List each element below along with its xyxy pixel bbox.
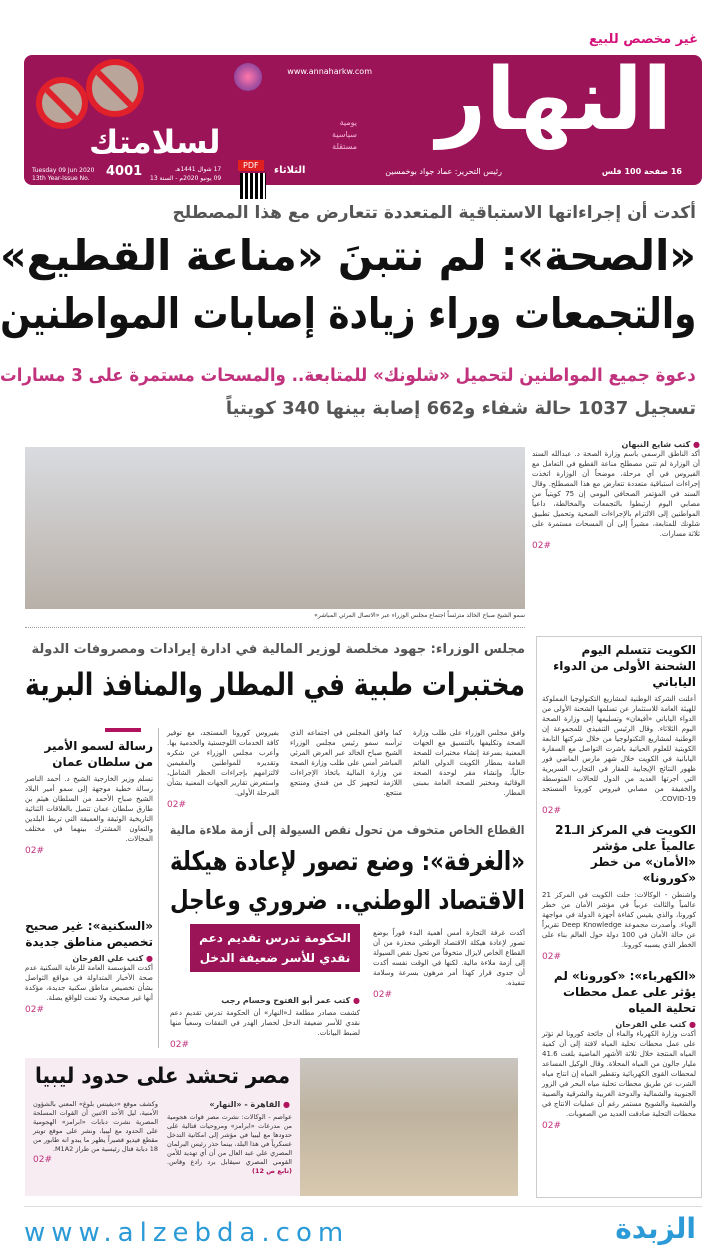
lead-more-link[interactable]: 02# [532, 541, 551, 551]
egypt-continue-link[interactable]: (تابع ص 12) [251, 1167, 292, 1175]
side-article-safety [542, 822, 696, 962]
chamber-side-text: كشفت مصادر مطلعة لـ«النهار» أن الحكومة تدرس تقديم دعم نقدي للأسر ضعيفة الدخل لحصار الهدر في النفقات وسعياً منها لضبط البيانات. [170, 1009, 360, 1037]
housing-byline: ● كتب علي الفرحان [25, 954, 153, 963]
lead-stats: تسجيل 1037 حالة شفاء و662 إصابة بينها 340 كويتياً [225, 398, 696, 419]
oman-headline[interactable]: رسالة لسمو الأمير من سلطان عمان [44, 739, 153, 769]
housing-article [25, 918, 153, 1015]
cabinet-col-3-text: بفيروس كورونا المستجد، مع توفير كافة الخدمات اللوجستية والخدمية بها. وأعرب مجلس الوزراء عن شكره وتقديره للمواطنين والمقيمين لالتزامهم بإجراءات الحظر الشامل، واستعرض تقارير الجهات المعنية بشأن المرحلة الأولى. [167, 729, 279, 797]
egypt-body-2-text: وكشف موقع «ديفينس بلوغ» المعني بالشؤون الأمنية، ليل الأحد الاثنين أن القوات المسلحة المصرية نشرت دبابات «ابرامز» الهجومية على الحدود مع ليبيا، ونشر على موقع تويتر مقطع فيديو قصيراً يظهر ما يبدو انه طابور من 18 دبابة قتال رئيسية من طراز M1A2. [33, 1100, 158, 1153]
cabinet-headline[interactable]: مختبرات طبية في المطار والمنافذ البرية [24, 667, 525, 703]
no-handshake-icon [86, 59, 144, 117]
tanks-photo [300, 1058, 518, 1196]
egypt-body-1 [167, 1113, 292, 1176]
egypt-body-1-text: عواصم - الوكالات: نشرت مصر قوات هجومية من مدرعات «ابرامز» ومروحيات قتالية على حدودها مع ليبيا في مؤشر إلى امكانية التدخل عسكرياً في هذا البلد، بينما حذر رئيس البرلمان المصري علي عبد العال من أن أي تهديد للأمن القومي المصري سيقابل برد رادع وقاس. [167, 1113, 292, 1166]
side-more-safety[interactable]: 02# [542, 952, 561, 962]
chamber-side-body [170, 1008, 360, 1050]
lead-article [532, 440, 700, 551]
lead-body: أكد الناطق الرسمي باسم وزارة الصحة د. عبدالله السند أن الوزارة لم تتبن مصطلح مناعة القطيع في التعامل مع الفيروس في أي مرحلة، موضحاً أن الوزارة اتخذت إجراءات استباقية متعددة تتعارض مع هذا المصطلح. وقال السند في المؤتمر الصحافي اليومي إن 75 كويتياً من مصابي اليوم ارتبطوا بالتجمعات والمخالطة، داعياً المواطنين إلى الالتزام بالإجراءات الصحية وتحميل تطبيق شلونك للمتابعة، مشيراً إلى أن المسحات مستمرة على ثلاثة مسارات. [532, 450, 700, 538]
footer-brand-logo: الزبدة [615, 1212, 696, 1245]
emblem-icon [234, 63, 262, 91]
cabinet-col-1: وافق مجلس الوزراء على طلب وزارة الصحة وتكليفها بالتنسيق مع الجهات المعنية بسرعة إنشاء مختبرات للصحة العامة بمطار الكويت الدولي القائم حالياً، وإنشاء مقر لوحدة الصحة الوقائية ومختبر للصحة العامة بمبنى المطار. [413, 729, 525, 797]
chamber-headline-1[interactable]: «الغرفة»: وضع تصور لإعادة هيكلة [170, 847, 525, 877]
day-name: الثلاثاء [274, 165, 306, 176]
oman-more-link[interactable]: 02# [25, 846, 44, 856]
cabinet-col-2: كما وافق المجلس في اجتماعه الذي ترأسه سمو رئيس مجلس الوزراء الشيخ صباح الخالد عبر العرض المرئي المباشر أمس على طلب وزارة الصحة من وزارة المالية باتخاذ الإجراءات اللازمة لتجهيز كل من فندق ومنتجع منتجع. [290, 729, 402, 797]
tagline [332, 117, 357, 153]
tagline-daily: يومية [339, 118, 357, 127]
side-body-electricity: أكدت وزارة الكهرباء والماء أن جائحة كورونا لم تؤثر على عمل محطات تحلية المياه لافتة إلى أن كمية المياه المنتجة خلال ثلاثة الأشهر الماضية بلغت 41.6 مليار جالون من المياه المحلاة. وقال الوكيل المساعد لمحطات القوى الكهربائية وتقطير المياه إن انتاج مياه الشرب عن طريق محطات تحلية مياه البحر في الزور الجنوبية والشمالية والدوحة الغربية والشرقية والصبية والشعيبة والشويخ مستمر رغم أن عمليات الانتاج في محطات التحلية صادفت العديد من الصعوبات. [542, 1030, 696, 1118]
website-url[interactable]: www.annaharkw.com [287, 67, 372, 76]
side-article-drug [542, 642, 696, 816]
newspaper-logo: النهار [436, 55, 672, 150]
date-gregorian: 09 يونيو 2020م - السنة 13 [150, 175, 222, 182]
chamber-body [373, 928, 525, 1000]
housing-body: أكدت المؤسسة العامة للرعاية السكنية عدم صحة الأخبار المتداولة في مواقع التواصل بشأن تخصيص مناطق سكنية جديدة، مؤكدة أنها غير صحيحة ولا تمت للواقع بصلة. [25, 964, 153, 1002]
masthead [24, 55, 702, 185]
lead-subhead: دعوة جميع المواطنين لتحميل «شلونك» للمتابعة.. والمسحات مستمرة على 3 مسارات [0, 365, 696, 386]
side-headline-drug[interactable]: الكويت تتسلم اليوم الشحنة الأولى من الدواء الياباني [553, 643, 696, 689]
issue-number: 4001 [106, 164, 143, 179]
editor-in-chief: رئيس التحرير: عماد جواد بوخمسين [385, 167, 502, 176]
dates [150, 165, 221, 183]
campaign-slogan: لسلامتك [89, 123, 221, 161]
chamber-side-more-link[interactable]: 02# [170, 1040, 189, 1050]
side-more-electricity[interactable]: 02# [542, 1121, 561, 1131]
date-en: Tuesday 09 Jun 2020 [32, 167, 95, 174]
government-support-box[interactable]: الحكومة تدرس تقديم دعم نقدي للأسر ضعيفة الدخل [190, 924, 360, 972]
lead-headline-1[interactable]: «الصحة»: لم نتبنَ «مناعة القطيع» [0, 231, 696, 280]
tagline-political: سياسية [332, 130, 357, 139]
tagline-independent: مستقلة [332, 142, 357, 151]
chamber-body-text: أكدت غرفة التجارة أمس أهمية البدء فوراً بوضع تصور لإعادة هيكلة الاقتصاد الوطني محذرة من أن القطاع الخاص لايزال متخوفاً من تحول نقص السيولة إلى أزمة ملاءة مالية. لكنها في الوقت نفسه أكدت أن جدوى قرار كهذا أمر مرهون بسرعة وسلامة تنفيذه. [373, 929, 525, 987]
divider [25, 627, 525, 628]
housing-more-link[interactable]: 02# [25, 1005, 44, 1015]
egypt-body-2 [33, 1100, 158, 1165]
year-issue-en: 13th Year-Issue No. [32, 175, 90, 182]
chamber-headline-2[interactable]: الاقتصاد الوطني.. ضروري وعاجل [170, 886, 525, 916]
oman-article [25, 738, 153, 856]
egypt-more-link[interactable]: 02# [33, 1155, 52, 1165]
side-headline-safety[interactable]: الكويت في المركز الـ21 عالمياً على مؤشر «الأمان» من خطر «كورونا» [555, 823, 696, 885]
column-divider [158, 728, 159, 1048]
lead-kicker: أكدت أن إجراءاتها الاستباقية المتعددة تتعارض مع هذا المصطلح [172, 203, 696, 223]
qr-code-icon[interactable] [240, 173, 266, 199]
chamber-kicker: القطاع الخاص متخوف من تحول نقص السيولة إلى أزمة ملاءة مالية [170, 823, 525, 837]
side-article-electricity [542, 968, 696, 1131]
side-byline-electricity: ● كتب علي الفرحان [542, 1020, 696, 1029]
egypt-headline[interactable]: مصر تحشد على حدود ليبيا [34, 1064, 290, 1089]
side-headline-electricity[interactable]: «الكهرباء»: «كورونا» لم يؤثر على عمل محطات تحلية المياه [553, 969, 696, 1015]
pdf-badge[interactable]: PDF [238, 160, 264, 171]
lead-byline: ● كتب شايع النبهان [532, 440, 700, 449]
cabinet-kicker: مجلس الوزراء: جهود مخلصة لوزير المالية في ادارة إيرادات ومصروفات الدولة [31, 642, 525, 657]
oman-body: تسلم وزير الخارجية الشيخ د. أحمد الناصر رسالة خطية موجهة إلى سمو أمير البلاد الشيخ صباح الأحمد من السلطان هيثم بن طارق سلطان عمان تتصل بالعلاقات الثنائية التاريخية الوثيقة والعميقة التي تربط البلدين والتعاون المشترك بينهما في مختلف المجالات. [25, 775, 153, 843]
date-english [32, 167, 94, 183]
egypt-byline: ● القاهرة - «النهار» [209, 1100, 290, 1109]
footer-divider [24, 1206, 702, 1207]
cabinet-more-link[interactable]: 02# [167, 800, 186, 810]
egypt-article [25, 1058, 300, 1196]
photo-caption: سمو الشيخ صباح الخالد مترئساً اجتماع مجلس الوزراء عبر «الاتصال المرئي المباشر» [314, 612, 525, 619]
right-sidebar [536, 636, 702, 1198]
accent-bar [105, 728, 141, 732]
no-crowd-icon [36, 77, 88, 129]
price: 16 صفحة 100 فلس [601, 167, 682, 176]
cabinet-col-3 [167, 728, 279, 810]
footer-url[interactable]: www.alzebda.com [24, 1218, 350, 1248]
date-hijri: 17 شوال 1441هـ [175, 166, 222, 173]
chamber-more-link[interactable]: 02# [373, 990, 392, 1000]
cabinet-meeting-photo [25, 447, 525, 609]
side-body-safety: واشنطن - الوكالات: حلت الكويت في المركز 21 عالمياً والثالث عربياً في مؤشر الأمان من خطر كورونا، والذي يقيس كفاءة أجهزة الدولة في مواجهة الوباء. وأصدرت مجموعة Deep Knowledge تقريراً عن حالة الأمان في 100 دولة حول العالم بناء على الخطر الذي يسببه كورونا. [542, 891, 696, 949]
not-for-sale-label: غير مخصص للبيع [589, 32, 698, 47]
housing-headline[interactable]: «السكنية»: غير صحيح تخصيص مناطق جديدة [25, 919, 153, 949]
chamber-byline: ● كتب عمر أبو الفتوح وحسام رجب [170, 996, 360, 1005]
lead-headline-2[interactable]: والتجمعات وراء زيادة إصابات المواطنين [0, 289, 696, 338]
side-body-drug: أعلنت الشركة الوطنية لمشاريع التكنولوجيا المملوكة للهيئة العامة للاستثمار عن تسلمها الشحنة الأولى من الدواء الياباني «أفيغان» وتسليمها إلى وزارة الصحة اليوم الثلاثاء. وقال الرئيس التنفيذي للمجموعة إن الوطنية لمشاريع التكنولوجيا من خلال شركتها التابعة الكويتية للعلوم الحياتية باشرت التواصل مع السفارة اليابانية في الكويت خلال شهر مارس الماضي فور ظهور النتائج الإيجابية للعقار في التجارب السريرية التي أجرتها العديد من الدول للحالات المتوسطة والخفيفة من مصابي فيروس كورونا المستجد COVID-19. [542, 695, 696, 803]
side-more-drug[interactable]: 02# [542, 806, 561, 816]
